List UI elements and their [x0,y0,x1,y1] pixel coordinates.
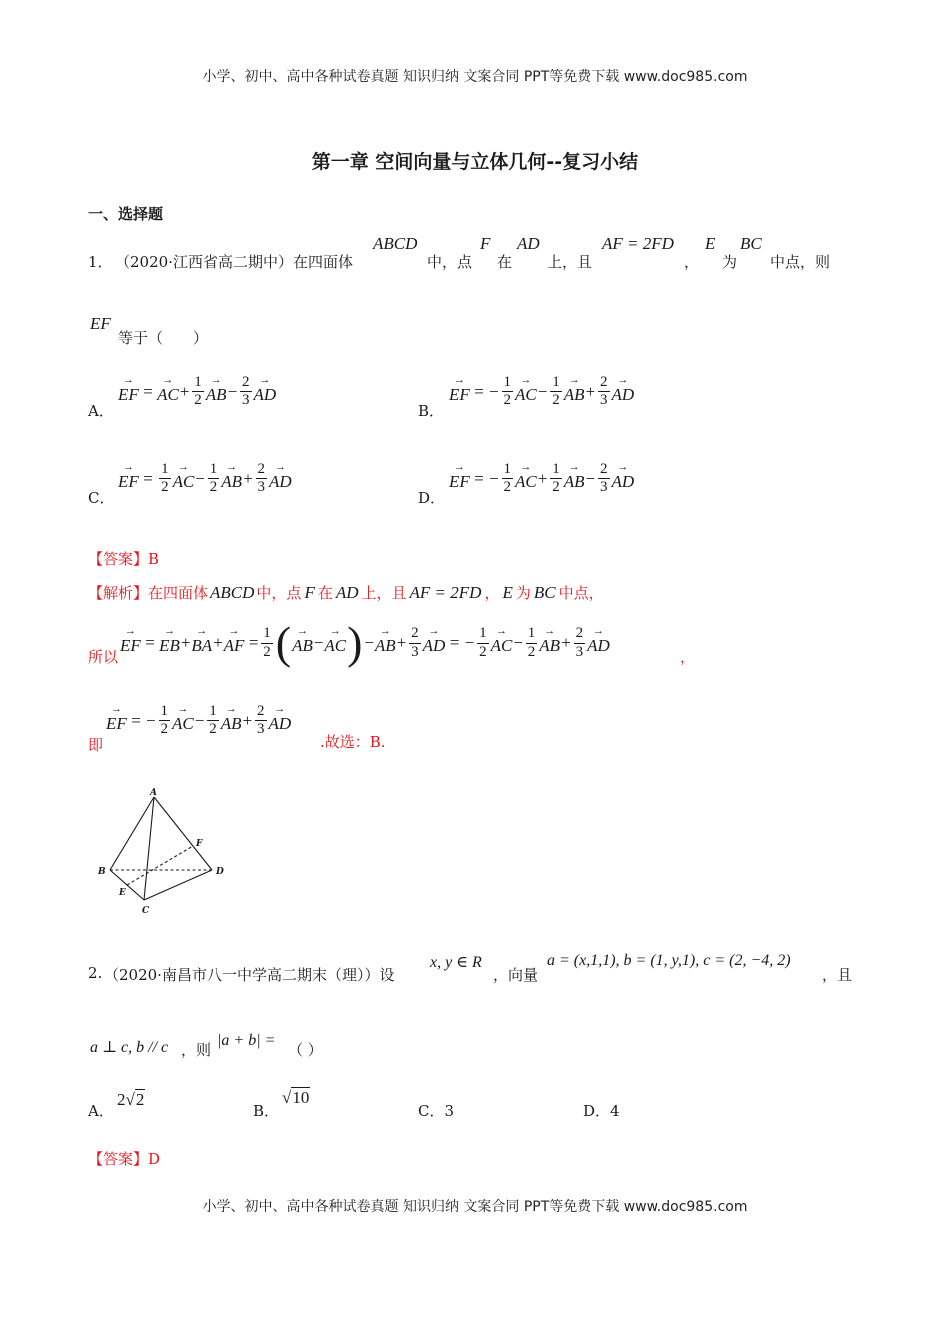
q2-source: （2020·南昌市八一中学高二期末（理））设 [104,966,395,984]
q1-analysis-formula-1: → EF = → EB + → BA + → AF = $\frac{1}{2}$ ( → AB − → AC ) − → AB + $\frac{2}{3}$ → AD = − $\frac{1}{2}$ → AC − $\frac{1}{2}$ → AB + $\frac{2}{3}$ → AD [120,620,610,666]
q2-option-b-radicand: 10 [292,1088,310,1107]
label-d: D [216,867,224,877]
q2-text: ，向量 [493,966,539,984]
analysis-math: ABCD [210,583,255,602]
q1-analysis-line1 [88,582,604,603]
q1-answer: 【答案】B [88,550,160,568]
q1-option-c-label: C． [88,489,115,507]
section-heading: 一、选择题 [88,205,164,223]
q2-math-abs: |a + b| = [217,1032,276,1049]
sqrt-sign: √10 [282,1088,310,1107]
q1-option-b-formula: → EF = − $\frac{1}{2}$ → AC − $\frac{1}{2}$ → AB + $\frac{2}{3}$ → AD [449,374,634,410]
q1-text: 上，且 [547,253,593,271]
q2-option-a-coef: 2 [117,1090,126,1109]
page-footer: 小学、初中、高中各种试卷真题 知识归纳 文案合同 PPT等免费下载 www.doc985.com [202,1199,748,1215]
analysis-text: 中点， [558,584,604,602]
q2-option-a-label: A． [88,1102,114,1120]
analysis-text: 在四面体 [148,584,209,602]
q1-text: 中点，则 [770,253,831,271]
q1-text: 为 [722,253,738,271]
label-b: B [98,867,106,877]
q1-math-f: F [480,234,491,253]
q1-text: 中，点 [427,253,473,271]
q2-answer: 【答案】D [88,1150,161,1168]
q2-option-b-value [282,1088,310,1108]
q1-analysis-formula-2: → EF = − $\frac{1}{2}$ → AC − $\frac{1}{2}$ → AB + $\frac{2}{3}$ → AD [106,703,291,739]
analysis-math: F [304,583,315,602]
q1-math-ad: AD [517,234,540,253]
q1-text: 在 [497,253,513,271]
analysis-math: AF = 2FD [409,583,482,602]
q2-option-a-radicand: 2 [135,1090,145,1109]
q1-math-abcd: ABCD [373,234,418,253]
analysis-math: E [502,583,513,602]
q2-text: ，且 [822,966,853,984]
q1-text: 等于（ ） [118,329,209,347]
q1-number: 1． [88,253,113,271]
q2-option-a-value [117,1090,145,1110]
label-a: A [150,788,157,798]
edge-ac [144,797,154,900]
page-title: 第一章 空间向量与立体几何--复习小结 [311,151,639,173]
q2-option-d: D．4 [583,1102,620,1120]
q1-math-af2fd: AF = 2FD [602,234,674,253]
q1-ji: 即 [88,736,104,754]
q2-math-xy: x, y ∈ R [430,954,482,971]
edge-ad [154,797,212,870]
segment-ef-hidden [127,846,193,885]
edge-cd [144,870,212,900]
tetrahedron-figure [92,785,242,920]
analysis-text: 在 [317,584,333,602]
analysis-text: 为 [515,584,531,602]
q2-math-condition: a ⊥ c, b // c [90,1039,169,1056]
q1-guxuan: .故选：B. [320,733,386,751]
analysis-text: 中，点 [256,584,302,602]
q1-option-b-label: B． [418,402,445,420]
q1-option-a-label: A． [88,402,114,420]
q1-option-d-formula: → EF = − $\frac{1}{2}$ → AC + $\frac{1}{2}$ → AB − $\frac{2}{3}$ → AD [449,461,634,497]
label-e: E [119,888,126,898]
analysis-label: 【解析】 [88,584,149,602]
edge-ab [110,797,154,870]
q1-option-d-label: D． [418,489,446,507]
page-header: 小学、初中、高中各种试卷真题 知识归纳 文案合同 PPT等免费下载 www.doc985.com [202,69,748,85]
analysis-math: BC [533,583,556,602]
q1-comma: ， [680,648,696,666]
q1-option-c-formula: → EF = $\frac{1}{2}$ → AC − $\frac{1}{2}$ → AB + $\frac{2}{3}$ → AD [118,461,292,497]
q1-math-ef: EF [90,314,111,333]
q1-suoyi: 所以 [88,648,119,666]
q1-math-bc: BC [740,234,762,253]
q2-number: 2. [88,964,103,982]
analysis-math: AD [335,583,359,602]
q2-math-vectors: a = (x,1,1), b = (1, y,1), c = (2, −4, 2) [547,952,791,969]
q2-text: （ ） [288,1041,323,1059]
q1-math-e: E [705,234,716,253]
q2-option-c: C．3 [418,1102,455,1120]
label-f: F [196,839,203,849]
q1-source: （2020·江西省高二期中）在四面体 [115,253,353,271]
q1-text: ， [684,253,700,271]
sqrt-sign: √2 [125,1090,145,1109]
q1-option-a-formula: → EF = → AC + $\frac{1}{2}$ → AB − $\frac{2}{3}$ → AD [118,374,276,410]
analysis-text: 上，且 [361,584,407,602]
analysis-text: ， [484,584,500,602]
q2-option-b-label: B． [253,1102,280,1120]
label-c: C [142,906,150,916]
q2-text: ，则 [181,1041,212,1059]
